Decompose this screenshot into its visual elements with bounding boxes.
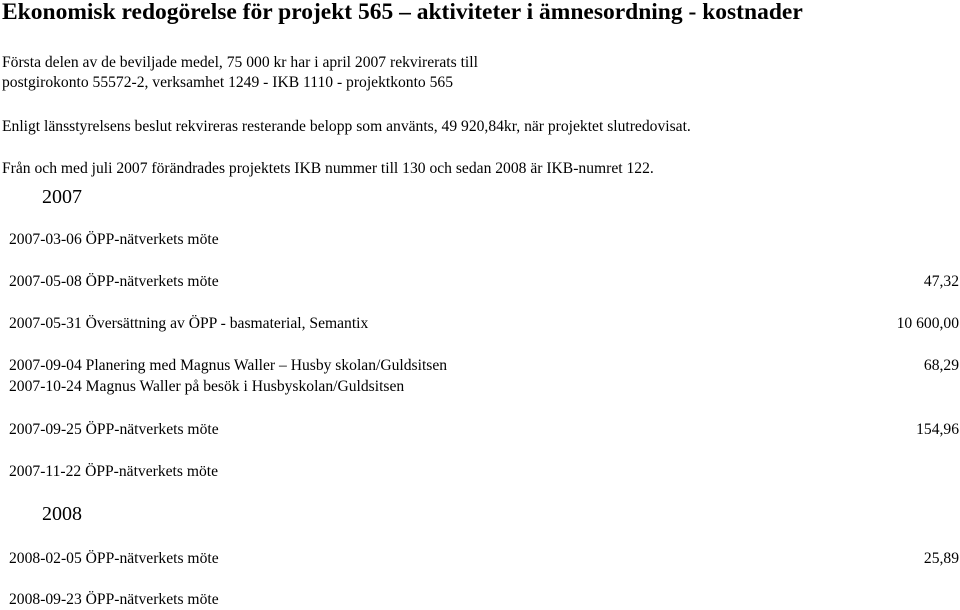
document-title: Ekonomisk redogörelse för projekt 565 – aktiviteter i ämnesordning - kostnader bbox=[2, 0, 803, 25]
expense-description: 2007-09-04 Planering med Magnus Waller – Husby skolan/Guldsitsen bbox=[9, 357, 448, 374]
expense-amount: 25,89 bbox=[923, 550, 959, 567]
expense-description: 2008-09-23 ÖPP-nätverkets möte bbox=[9, 591, 219, 608]
intro-line-3: Enligt länsstyrelsens beslut rekvireras resterande belopp som använts, 49 920,84kr, när projektet slutredovisat. bbox=[2, 118, 691, 135]
expense-description: 2007-10-24 Magnus Waller på besök i Husbyskolan/Guldsitsen bbox=[9, 378, 405, 395]
expense-description: 2007-05-08 ÖPP-nätverkets möte bbox=[9, 273, 219, 290]
expense-description: 2008-02-05 ÖPP-nätverkets möte bbox=[9, 550, 219, 567]
year-heading-2008: 2008 bbox=[42, 503, 82, 525]
intro-line-2: postgirokonto 55572-2, verksamhet 1249 - IKB 1110 - projektkonto 565 bbox=[2, 74, 454, 91]
year-heading-2007: 2007 bbox=[42, 186, 82, 208]
expense-amount: 47,32 bbox=[923, 273, 959, 290]
expense-description: 2007-05-31 Översättning av ÖPP - basmaterial, Semantix bbox=[9, 315, 369, 332]
expense-amount: 154,96 bbox=[916, 421, 959, 438]
intro-line-4: Från och med juli 2007 förändrades projektets IKB nummer till 130 och sedan 2008 är IKB-numret 122. bbox=[2, 160, 654, 177]
intro-line-1: Första delen av de beviljade medel, 75 000 kr har i april 2007 rekvirerats till bbox=[2, 54, 478, 71]
expense-amount: 10 600,00 bbox=[896, 315, 959, 332]
expense-description: 2007-03-06 ÖPP-nätverkets möte bbox=[9, 231, 219, 248]
expense-amount: 68,29 bbox=[923, 357, 959, 374]
expense-description: 2007-09-25 ÖPP-nätverkets möte bbox=[9, 421, 219, 438]
expense-description: 2007-11-22 ÖPP-nätverkets möte bbox=[9, 463, 219, 480]
